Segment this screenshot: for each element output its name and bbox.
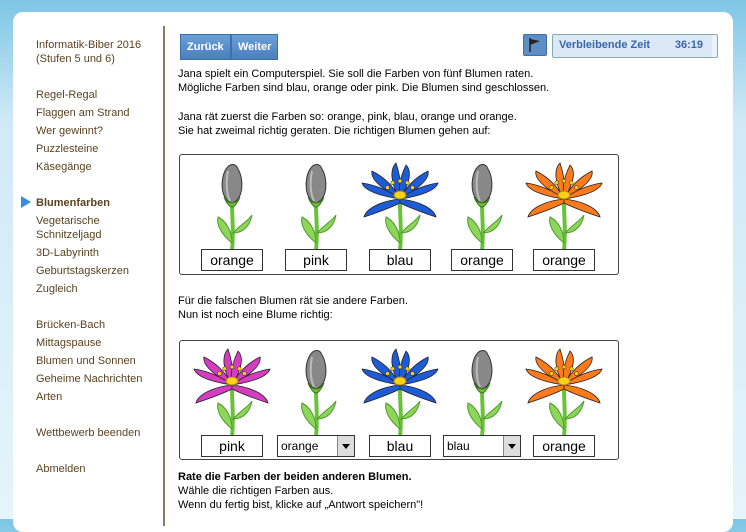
nav-item-flaggen-am-strand[interactable]: Flaggen am Strand [36,107,130,119]
instruction-line-2: Wenn du fertig bist, klicke auf „Antwort speichern"! [178,499,424,511]
second-flower-label-5: orange [533,435,595,457]
color-select-value: orange [281,439,319,453]
intro-line-2: Mögliche Farben sind blau, orange oder pink. Die Blumen sind geschlossen. [178,82,550,94]
contest-subtitle: (Stufen 5 und 6) [36,53,115,65]
flower-label-3: blau [369,249,431,271]
flower-label-4: orange [451,249,513,271]
nav-item-zugleich[interactable]: Zugleich [36,283,78,295]
second-guess-line-1: Für die falschen Blumen rät sie andere Farben. [178,295,408,307]
second-flower-5-open [524,345,604,445]
sidebar [13,12,165,532]
flag-icon [529,38,541,52]
nav-item-vegetarische[interactable]: Vegetarische [36,215,100,227]
second-guess-line-2: Nun ist noch eine Blume richtig: [178,309,333,321]
flower-label-2: pink [285,249,347,271]
first-guess-panel [179,154,619,275]
nav-item-regel-regal[interactable]: Regel-Regal [36,89,98,101]
nav-item-puzzlesteine[interactable]: Puzzlesteine [36,143,99,155]
flower-label-1: orange [201,249,263,271]
flower-label-5: orange [533,249,595,271]
flower-5-open [524,159,604,259]
contest-title: Informatik-Biber 2016 [36,39,142,51]
logout-link[interactable]: Abmelden [36,463,86,475]
second-flower-4-closed [442,345,522,445]
second-flower-label-1: pink [201,435,263,457]
end-contest-link[interactable]: Wettbewerb beenden [36,427,141,439]
second-flower-label-3: blau [369,435,431,457]
nav-item-geheime-nachrichten[interactable]: Geheime Nachrichten [36,373,143,385]
second-flower-3-open [360,345,440,445]
sidebar-divider [163,26,165,526]
instruction-line-1: Wähle die richtigen Farben aus. [178,485,334,497]
second-flower-1-open [192,345,272,445]
content-card [13,12,733,532]
next-button[interactable]: Weiter [231,34,278,60]
question-heading: Rate die Farben der beiden anderen Blumen. [178,471,412,483]
timer-value: 36:19 [674,39,703,51]
nav-item-mittagspause[interactable]: Mittagspause [36,337,102,349]
nav-item-blumen-und-sonnen[interactable]: Blumen und Sonnen [36,355,136,367]
nav-item-geburtstagskerzen[interactable]: Geburtstagskerzen [36,265,129,277]
flower-3-open [360,159,440,259]
chevron-down-icon[interactable] [503,436,520,456]
timer-label: Verbleibende Zeit [559,39,651,51]
nav-item-bruecken-bach[interactable]: Brücken-Bach [36,319,106,331]
color-select-4[interactable] [443,435,521,457]
flower-1-closed [192,159,272,259]
nav-item-blumenfarben[interactable]: Blumenfarben [36,197,110,209]
chevron-down-icon[interactable] [337,436,354,456]
guess-line-1: Jana rät zuerst die Farben so: orange, pink, blau, orange und orange. [178,111,517,123]
nav-item-3d-labyrinth[interactable]: 3D-Labyrinth [36,247,99,259]
flower-4-closed [442,159,522,259]
nav-item-wer-gewinnt[interactable]: Wer gewinnt? [36,125,104,137]
intro-line-1: Jana spielt ein Computerspiel. Sie soll die Farben von fünf Blumen raten. [178,68,534,80]
back-button[interactable]: Zurück [180,34,231,60]
color-select-2[interactable] [277,435,355,457]
nav-item-arten[interactable]: Arten [36,391,63,403]
flower-2-closed [276,159,356,259]
timer [552,34,718,58]
second-guess-panel [179,340,619,460]
current-task-arrow-icon [21,196,31,208]
second-flower-2-closed [276,345,356,445]
nav-item-kaesegaenge[interactable]: Käsegänge [36,161,92,173]
guess-line-2: Sie hat zweimal richtig geraten. Die richtigen Blumen gehen auf: [178,125,491,137]
flag-button[interactable] [523,34,547,56]
color-select-value: blau [447,439,470,453]
nav-item-schnitzeljagd[interactable]: Schnitzeljagd [36,229,102,241]
